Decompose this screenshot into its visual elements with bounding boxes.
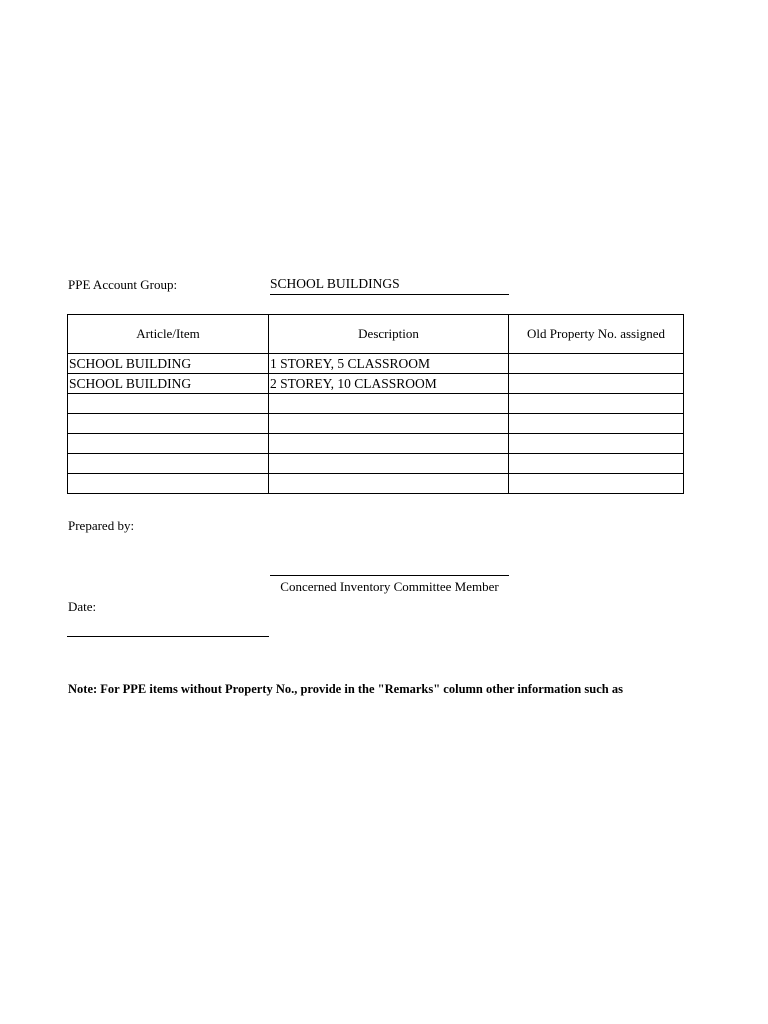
account-group-label: PPE Account Group:	[68, 277, 178, 292]
cell-article-item	[68, 454, 269, 474]
table-row	[68, 394, 684, 414]
table-row	[68, 374, 684, 394]
cell-old-property-no	[509, 374, 684, 394]
account-group-value: SCHOOL BUILDINGS	[270, 276, 509, 295]
cell-description: 2 STOREY, 10 CLASSROOM	[269, 374, 509, 394]
signature-caption: Concerned Inventory Committee Member	[280, 579, 499, 594]
cell-article-item	[68, 474, 269, 494]
cell-description	[269, 414, 509, 434]
cell-article-item: SCHOOL BUILDING	[68, 354, 269, 374]
column-header-old-property-no: Old Property No. assigned	[509, 315, 684, 354]
cell-old-property-no	[509, 394, 684, 414]
date-label: Date:	[68, 599, 97, 614]
inventory-table	[67, 314, 684, 494]
table-header-row	[68, 315, 684, 354]
note-text: Note: For PPE items without Property No., provide in the "Remarks" column other information such as	[68, 682, 623, 696]
cell-description	[269, 394, 509, 414]
cell-article-item	[68, 434, 269, 454]
table-row	[68, 474, 684, 494]
cell-article-item: SCHOOL BUILDING	[68, 374, 269, 394]
date-line	[67, 636, 269, 637]
table-row	[68, 354, 684, 374]
prepared-by-label: Prepared by:	[68, 518, 135, 533]
table-row	[68, 454, 684, 474]
cell-description	[269, 454, 509, 474]
table-row	[68, 434, 684, 454]
cell-old-property-no	[509, 414, 684, 434]
column-header-description: Description	[269, 315, 509, 354]
cell-description: 1 STOREY, 5 CLASSROOM	[269, 354, 509, 374]
cell-old-property-no	[509, 474, 684, 494]
cell-description	[269, 474, 509, 494]
cell-old-property-no	[509, 354, 684, 374]
column-header-article-item: Article/Item	[68, 315, 269, 354]
signature-line	[270, 575, 509, 576]
cell-article-item	[68, 394, 269, 414]
cell-old-property-no	[509, 434, 684, 454]
cell-article-item	[68, 414, 269, 434]
cell-old-property-no	[509, 454, 684, 474]
cell-description	[269, 434, 509, 454]
table-row	[68, 414, 684, 434]
